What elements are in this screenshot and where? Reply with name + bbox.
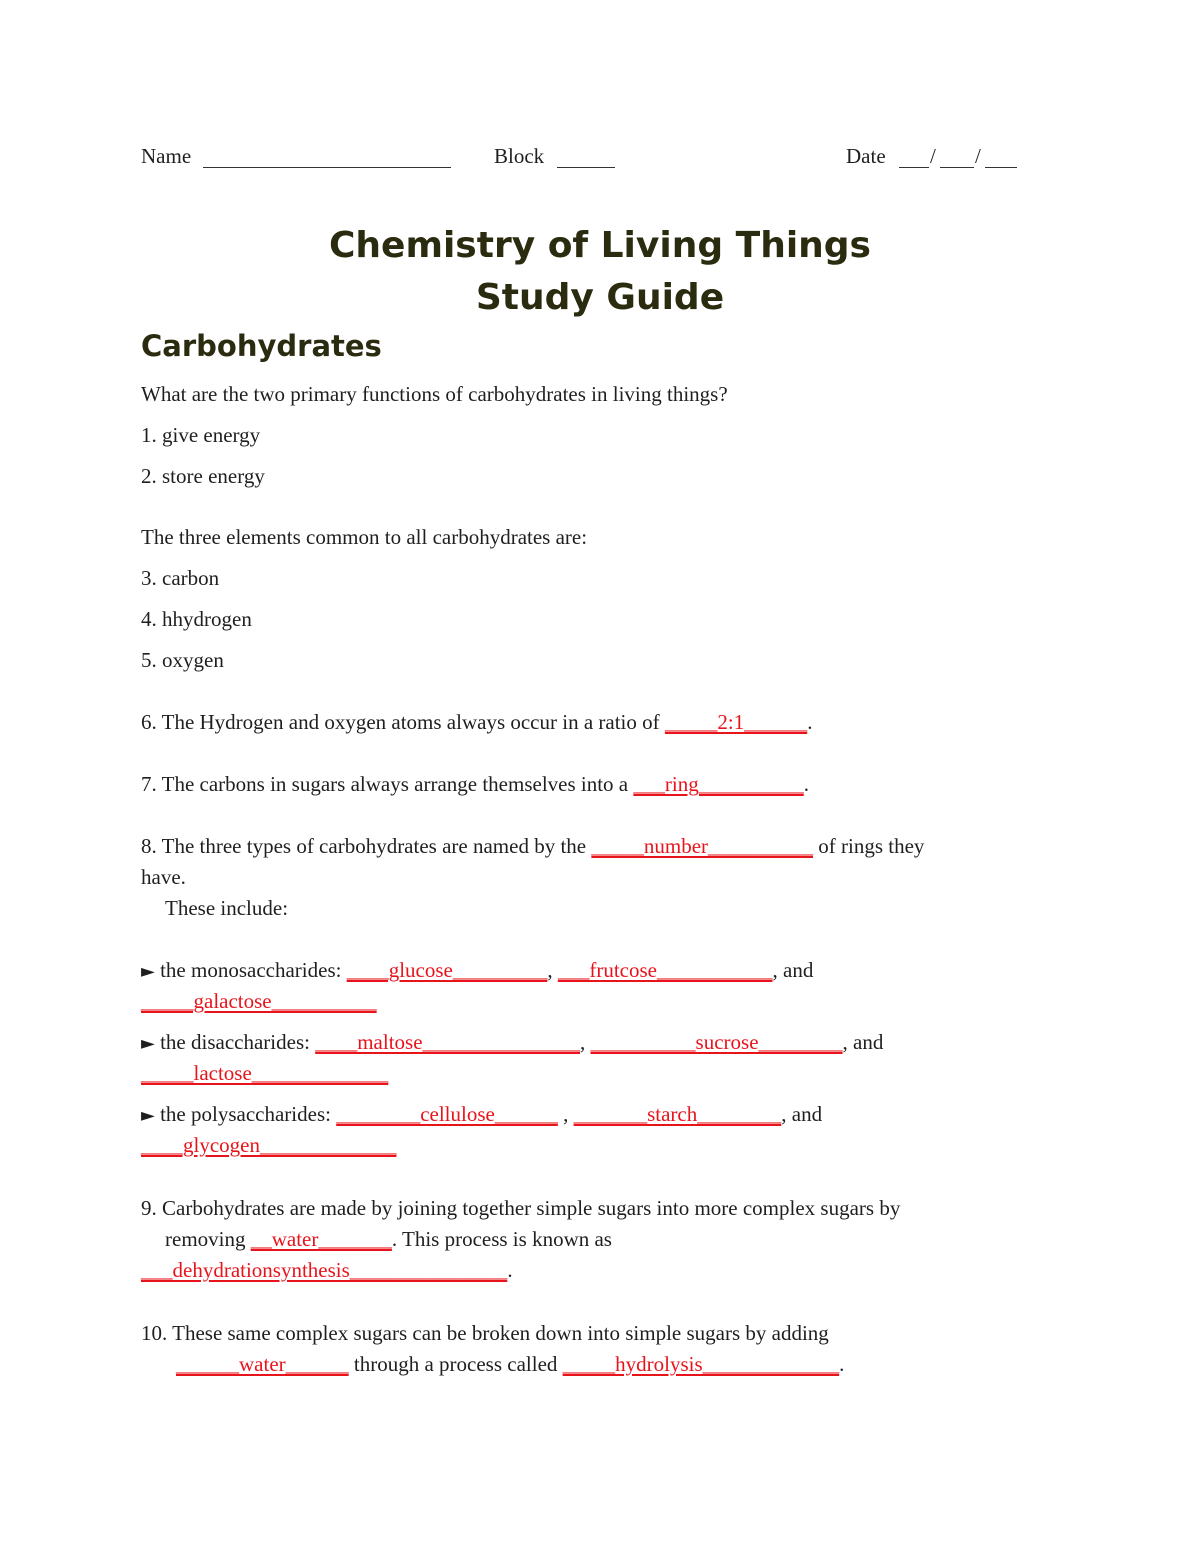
- separator: ,: [547, 958, 553, 982]
- question-text: through a process called: [353, 1352, 558, 1376]
- polysaccharides-item: [141, 1100, 822, 1130]
- question-10-line2: [176, 1350, 844, 1378]
- answer-1: 1. give energy: [141, 423, 261, 447]
- answer-3: 3. carbon: [141, 566, 220, 590]
- answer-ring: ___ring__________: [633, 772, 804, 796]
- question-text: removing: [165, 1227, 246, 1251]
- question-elements: The three elements common to all carbohydrates are:: [141, 525, 588, 549]
- question-9-line2: [165, 1225, 612, 1253]
- question-10: 10. These same complex sugars can be broken down into simple sugars by adding: [141, 1321, 829, 1345]
- question-text-end: of rings they: [818, 834, 925, 858]
- bullet-triangle-icon: ►: [141, 1033, 155, 1054]
- question-8-continued: have.: [141, 865, 186, 889]
- question-text-end: . This process is known as: [391, 1227, 612, 1251]
- item-label: the monosaccharides:: [160, 958, 342, 982]
- date-separator: /: [930, 144, 936, 168]
- page-title: Chemistry of Living Things: [328, 225, 871, 266]
- question-6: [141, 708, 812, 736]
- question-8: [141, 832, 924, 860]
- date-month-blank: [899, 167, 929, 168]
- punctuation: .: [803, 772, 809, 796]
- answer-lactose: _____lactose_____________: [141, 1061, 389, 1085]
- separator: , and: [781, 1102, 823, 1126]
- punctuation: .: [507, 1258, 513, 1282]
- question-7: [141, 770, 809, 798]
- answer-sucrose: __________sucrose________: [590, 1030, 843, 1054]
- name-label: Name: [141, 144, 192, 168]
- block-blank: [557, 167, 615, 168]
- answer-number: _____number__________: [591, 834, 814, 858]
- question-text: 7. The carbons in sugars always arrange themselves into a: [141, 772, 629, 796]
- answer-5: 5. oxygen: [141, 648, 224, 672]
- answer-4: 4. hhydrogen: [141, 607, 252, 631]
- punctuation: .: [839, 1352, 845, 1376]
- punctuation: .: [807, 710, 813, 734]
- date-separator: /: [975, 144, 981, 168]
- item-label: the polysaccharides:: [160, 1102, 331, 1126]
- name-blank: [203, 167, 451, 168]
- question-text: 8. The three types of carbohydrates are named by the: [141, 834, 587, 858]
- separator: , and: [772, 958, 814, 982]
- question-text: 6. The Hydrogen and oxygen atoms always occur in a ratio of: [141, 710, 660, 734]
- date-day-blank: [940, 167, 974, 168]
- page-subtitle: Study Guide: [475, 277, 725, 318]
- answer-water: ______water______: [176, 1352, 349, 1376]
- answer-water: __water_______: [250, 1227, 392, 1251]
- section-heading: Carbohydrates: [141, 329, 382, 363]
- question-functions: What are the two primary functions of carbohydrates in living things?: [141, 382, 728, 406]
- disaccharides-item: [141, 1028, 883, 1058]
- answer-hydrolysis: _____hydrolysis_____________: [562, 1352, 840, 1376]
- answer-galactose: _____galactose__________: [141, 989, 377, 1013]
- item-label: the disaccharides:: [160, 1030, 310, 1054]
- answer-cellulose: ________cellulose______: [336, 1102, 558, 1126]
- monosaccharides-item: [141, 956, 813, 986]
- answer-frutcose: ___frutcose___________: [557, 958, 773, 982]
- question-9: 9. Carbohydrates are made by joining together simple sugars into more complex sugars by: [141, 1196, 901, 1220]
- separator: , and: [842, 1030, 884, 1054]
- answer-dehydration-synthesis: ___dehydrationsynthesis_______________: [141, 1258, 508, 1282]
- question-9-line3: [141, 1256, 513, 1284]
- these-include: These include:: [165, 896, 289, 920]
- bullet-triangle-icon: ►: [141, 961, 155, 982]
- answer-maltose: ____maltose_______________: [315, 1030, 581, 1054]
- answer-starch: _______starch________: [573, 1102, 782, 1126]
- answer-glucose: ____glucose_________: [346, 958, 548, 982]
- separator: ,: [580, 1030, 586, 1054]
- answer-ratio: _____2:1______: [664, 710, 808, 734]
- answer-2: 2. store energy: [141, 464, 265, 488]
- bullet-triangle-icon: ►: [141, 1105, 155, 1126]
- separator: ,: [563, 1102, 569, 1126]
- answer-glycogen: ____glycogen_____________: [141, 1133, 397, 1157]
- block-label: Block: [494, 144, 545, 168]
- date-year-blank: [985, 167, 1017, 168]
- date-label: Date: [846, 144, 886, 168]
